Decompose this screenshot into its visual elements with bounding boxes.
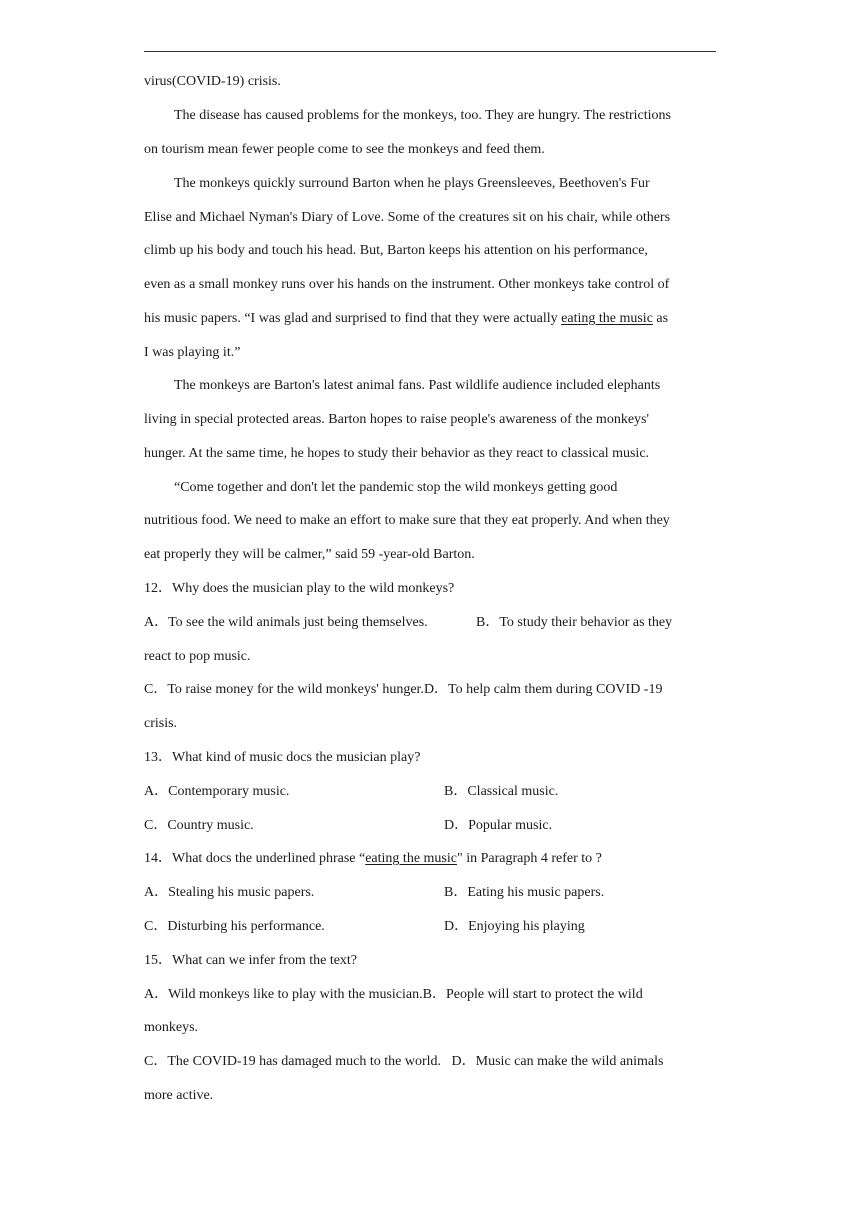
option-a: A．To see the wild animals just being themselves. bbox=[144, 615, 428, 630]
passage-line: climb up his body and touch his head. But, Barton keeps his attention on his performance, bbox=[144, 243, 648, 258]
question-15-option-d-cont: more active. bbox=[144, 1088, 214, 1103]
question-13-options-ab bbox=[144, 782, 716, 802]
option-d: D．Popular music. bbox=[444, 818, 553, 833]
passage-line: living in special protected areas. Barton hopes to raise people's awareness of the monkeys' bbox=[144, 412, 649, 427]
option-b: B．Classical music. bbox=[444, 784, 559, 799]
passage-line: The monkeys are Barton's latest animal fans. Past wildlife audience included elephants bbox=[174, 378, 661, 393]
passage-line: on tourism mean fewer people come to see the monkeys and feed them. bbox=[144, 142, 545, 157]
question-13-options-cd bbox=[144, 816, 716, 836]
passage-line: eat properly they will be calmer,” said 59 -year-old Barton. bbox=[144, 547, 475, 562]
passage-line: Elise and Michael Nyman's Diary of Love. Some of the creatures sit on his chair, while others bbox=[144, 210, 671, 225]
stem-text: 14．What docs the underlined phrase “ bbox=[144, 851, 366, 866]
passage-line: hunger. At the same time, he hopes to study their behavior as they react to classical music. bbox=[144, 446, 650, 461]
passage-line: The disease has caused problems for the monkeys, too. They are hungry. The restrictions bbox=[174, 108, 671, 123]
option-c: C．Disturbing his performance. bbox=[144, 919, 325, 934]
passage-line: The monkeys quickly surround Barton when he plays Greensleeves, Beethoven's Fur bbox=[174, 176, 650, 191]
option-d: D．Enjoying his playing bbox=[444, 919, 585, 934]
passage-text: his music papers. “I was glad and surprised to find that they were actually bbox=[144, 311, 562, 326]
question-12-option-d-cont: crisis. bbox=[144, 716, 178, 731]
question-13-stem: 13．What kind of music docs the musician play? bbox=[144, 750, 421, 765]
passage-line bbox=[144, 309, 668, 329]
question-15-options-cd: C．The COVID-19 has damaged much to the world. D．Music can make the wild animals bbox=[144, 1054, 664, 1069]
question-12-options-cd: C．To raise money for the wild monkeys' hunger.D．To help calm them during COVID -19 bbox=[144, 682, 663, 697]
question-14-stem bbox=[144, 849, 602, 869]
question-14-options-ab bbox=[144, 883, 716, 903]
underlined-phrase: eating the music bbox=[365, 851, 457, 866]
question-15-options-ab: A．Wild monkeys like to play with the musician.B．People will start to protect the wild bbox=[144, 987, 643, 1002]
question-14-options-cd bbox=[144, 917, 716, 937]
header-rule bbox=[144, 51, 716, 52]
passage-line: virus(COVID-19) crisis. bbox=[144, 74, 281, 89]
question-12-option-b-cont: react to pop music. bbox=[144, 649, 251, 664]
passage-line: even as a small monkey runs over his hands on the instrument. Other monkeys take control of bbox=[144, 277, 670, 292]
underlined-phrase: eating the music bbox=[561, 311, 653, 326]
option-c: C．Country music. bbox=[144, 818, 254, 833]
option-a: A．Contemporary music. bbox=[144, 784, 290, 799]
question-12-options-ab bbox=[144, 613, 716, 633]
option-b: B．Eating his music papers. bbox=[444, 885, 605, 900]
question-12-stem: 12．Why does the musician play to the wild monkeys? bbox=[144, 581, 455, 596]
passage-line: I was playing it.” bbox=[144, 345, 241, 360]
passage-text: as bbox=[652, 311, 669, 326]
option-a: A．Stealing his music papers. bbox=[144, 885, 315, 900]
question-15-option-b-cont: monkeys. bbox=[144, 1020, 199, 1035]
question-15-stem: 15．What can we infer from the text? bbox=[144, 953, 358, 968]
option-b: B．To study their behavior as they bbox=[476, 615, 673, 630]
stem-text: " in Paragraph 4 refer to ? bbox=[456, 851, 602, 866]
passage-line: “Come together and don't let the pandemic stop the wild monkeys getting good bbox=[174, 480, 618, 495]
passage-line: nutritious food. We need to make an effort to make sure that they eat properly. And when they bbox=[144, 513, 670, 528]
